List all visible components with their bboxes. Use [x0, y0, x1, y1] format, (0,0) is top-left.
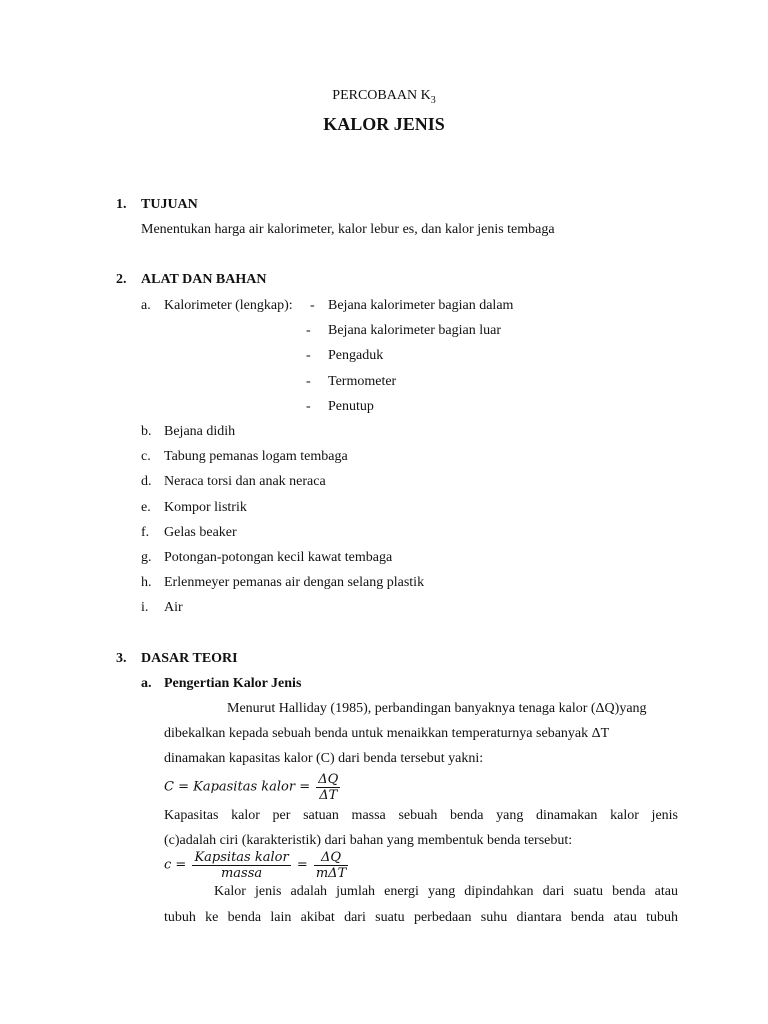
list-marker: e. [141, 500, 151, 515]
sublist-item: Pengaduk [328, 348, 384, 363]
section-heading-dasar-teori: DASAR TEORI [141, 651, 238, 666]
formula-heat-capacity: C = Kapasitas kalor = $\frac{\Delta Q}{\Delta T}$ [164, 772, 339, 803]
sublist-dash: - [310, 298, 315, 313]
list-marker: f. [141, 525, 150, 540]
sublist-item: Penutup [328, 399, 374, 414]
paragraph-line: Kapasitas kalor per satuan massa sebuah benda yang dinamakan kalor jenis [164, 808, 678, 823]
sublist-item: Termometer [328, 374, 397, 389]
list-marker: d. [141, 474, 152, 489]
list-item: Erlenmeyer pemanas air dengan selang plastik [164, 575, 425, 590]
list-marker: i. [141, 600, 149, 615]
list-item-kalorimeter: Kalorimeter (lengkap): [164, 298, 293, 313]
paragraph-line: Kalor jenis adalah jumlah energi yang dipindahkan dari suatu benda atau [214, 884, 678, 899]
list-item: Potongan-potongan kecil kawat tembaga [164, 550, 393, 565]
sublist-dash: - [306, 323, 311, 338]
section-heading-alat-bahan: ALAT DAN BAHAN [141, 272, 267, 287]
list-marker: b. [141, 424, 152, 439]
sublist-item: Bejana kalorimeter bagian dalam [328, 298, 514, 313]
sublist-dash: - [306, 374, 311, 389]
subsection-heading: Pengertian Kalor Jenis [164, 676, 302, 691]
list-marker: c. [141, 449, 151, 464]
paragraph-line: tubuh ke benda lain akibat dari suatu perbedaan suhu diantara benda atau tubuh [164, 910, 678, 925]
subsection-marker: a. [141, 676, 152, 691]
list-item: Neraca torsi dan anak neraca [164, 474, 326, 489]
paragraph-line: dibekalkan kepada sebuah benda untuk menaikkan temperaturnya sebanyak ΔT [164, 726, 610, 741]
list-marker: g. [141, 550, 152, 565]
list-item: Air [164, 600, 183, 615]
formula-specific-heat: c = $\frac{\text{Kapsitas kalor}}{\text{massa}}$ = $\frac{\Delta Q}{\text{mΔT}}$ [164, 850, 347, 881]
paragraph-line: dinamakan kapasitas kalor (C) dari benda tersebut yakni: [164, 751, 484, 766]
list-item: Kompor listrik [164, 500, 247, 515]
paragraph-line: Menurut Halliday (1985), perbandingan banyaknya tenaga kalor (ΔQ)yang [227, 701, 647, 716]
sublist-dash: - [306, 399, 311, 414]
list-marker: a. [141, 298, 151, 313]
section-number: 1. [116, 197, 127, 212]
section-heading-tujuan: TUJUAN [141, 197, 198, 212]
list-item: Tabung pemanas logam tembaga [164, 449, 348, 464]
tujuan-text: Menentukan harga air kalorimeter, kalor lebur es, dan kalor jenis tembaga [141, 222, 555, 237]
experiment-subtitle: PERCOBAAN $K_3$ [332, 88, 436, 106]
sublist-item: Bejana kalorimeter bagian luar [328, 323, 501, 338]
section-number: 3. [116, 651, 127, 666]
page-title: KALOR JENIS [323, 114, 445, 134]
list-item: Bejana didih [164, 424, 236, 439]
sublist-dash: - [306, 348, 311, 363]
section-number: 2. [116, 272, 127, 287]
list-item: Gelas beaker [164, 525, 237, 540]
list-marker: h. [141, 575, 152, 590]
paragraph-line: (c)adalah ciri (karakteristik) dari bahan yang membentuk benda tersebut: [164, 833, 573, 848]
